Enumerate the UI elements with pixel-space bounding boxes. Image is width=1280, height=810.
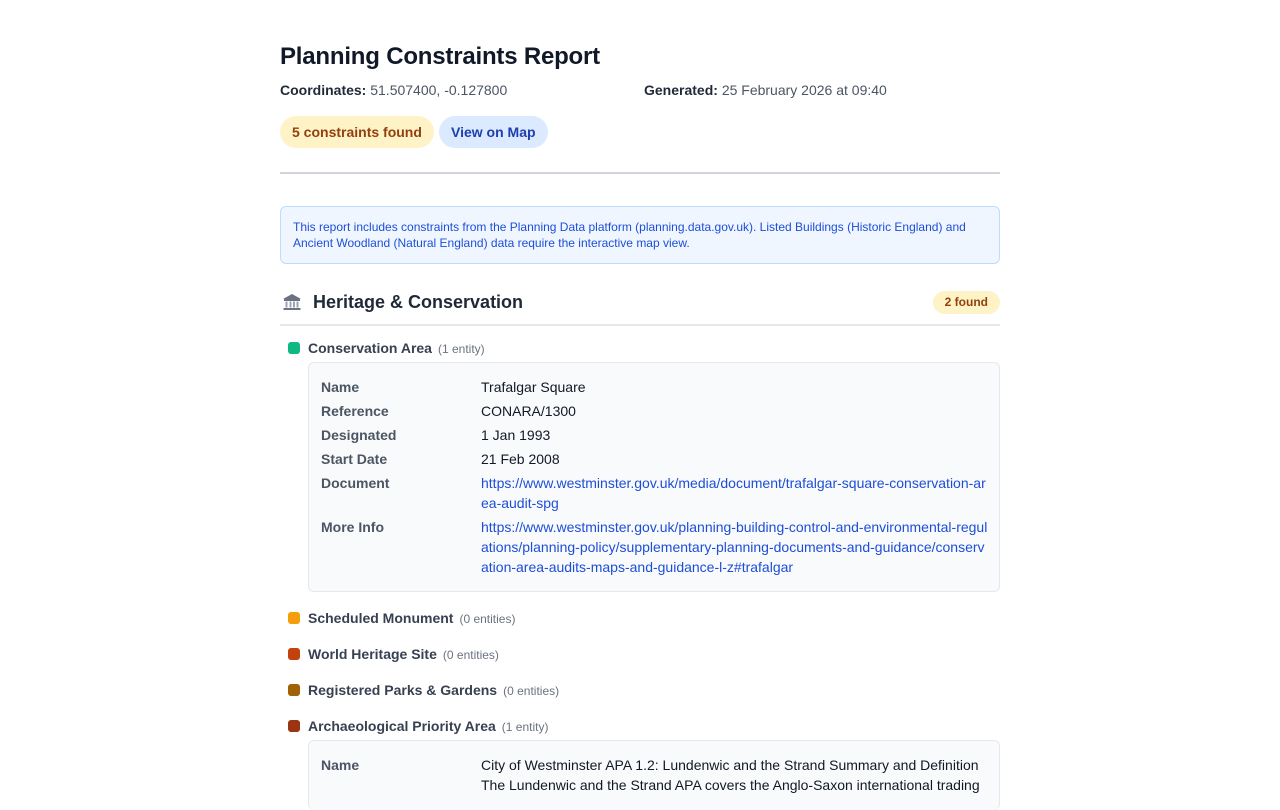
generated-value: 25 February 2026 at 09:40 (721, 82, 887, 98)
view-on-map-button[interactable]: View on Map (439, 116, 548, 148)
layer-scheduled-monument[interactable] (288, 608, 1000, 628)
layer-name: Scheduled Monument (308, 610, 454, 626)
layer-color-dot (288, 720, 300, 732)
section-title: Heritage & Conservation (313, 292, 524, 312)
layer-color-dot (288, 612, 300, 624)
layer-name: World Heritage Site (308, 646, 437, 662)
layer-color-dot (288, 342, 300, 354)
field-value: 1 Jan 1993 (481, 427, 551, 443)
layer-registered-parks-gardens[interactable] (288, 680, 1000, 700)
layer-name: Registered Parks & Gardens (308, 682, 498, 698)
coordinates-value: 51.507400, -0.127800 (370, 82, 508, 98)
section-found-badge: 2 found (933, 291, 1000, 314)
layer-archaeological-priority-area[interactable] (288, 716, 1000, 736)
layer-count: (1 entity) (437, 342, 485, 356)
layer-count: (0 entities) (459, 612, 516, 626)
document-link[interactable]: https://www.westminster.gov.uk/media/document/trafalgar-square-conservation-area-audit-spg (481, 475, 986, 511)
coordinates-label: Coordinates: (280, 82, 367, 98)
info-notice: This report includes constraints from the Planning Data platform (planning.data.gov.uk). Listed Buildings (Historic England) and Ancient Woodland (Natural England) data require the interactive map view. (280, 206, 1000, 264)
classical-building-icon (282, 292, 302, 312)
entity-card-conservation-area: Name Trafalgar Square Reference CONARA/1300 Designated 1 Jan 1993 Start Date 21 Feb 2008 Document https://www.westminster.gov.uk/media/document/trafalgar-square-conservation-area-audit-spg More Info https://www.westminster.gov.uk/planning-building-control-and-environmental-regulations/planning-policy/supplementary-planning-documents-and-guidance/conservation-area-audits-maps-and-guidance-l-z#trafalgar (308, 362, 1000, 592)
layer-color-dot (288, 684, 300, 696)
coordinates (280, 82, 507, 98)
layer-conservation-area[interactable] (288, 338, 1000, 358)
layer-color-dot (288, 648, 300, 660)
header-divider (280, 172, 1000, 174)
page-title: Planning Constraints Report (280, 43, 600, 70)
field-value: 21 Feb 2008 (481, 451, 560, 467)
generated (644, 82, 887, 98)
layer-count: (0 entities) (503, 684, 560, 698)
field-value: Trafalgar Square (481, 379, 586, 395)
section-header-heritage[interactable] (280, 288, 1000, 326)
layer-count: (0 entities) (442, 648, 499, 662)
more-info-link[interactable]: https://www.westminster.gov.uk/planning-building-control-and-environmental-regulations/planning-policy/supplementary-planning-documents-and-guidance/conservation-area-audits-maps-and-guidance-l-z#trafalgar (481, 519, 988, 575)
field-value: CONARA/1300 (481, 403, 576, 419)
layer-world-heritage-site[interactable] (288, 644, 1000, 664)
generated-label: Generated: (644, 82, 718, 98)
constraints-count-badge: 5 constraints found (280, 116, 434, 148)
layer-count: (1 entity) (501, 720, 549, 734)
field-value: City of Westminster APA 1.2: Lundenwic and the Strand Summary and Definition The Lundenwic and the Strand APA covers the Anglo-Saxon international trading (481, 757, 980, 793)
entity-card-archaeological-area: Name City of Westminster APA 1.2: Lundenwic and the Strand Summary and Definition The Lundenwic and the Strand APA covers the Anglo-Saxon international trading (308, 740, 1000, 810)
layer-name: Archaeological Priority Area (308, 718, 496, 734)
layer-name: Conservation Area (308, 340, 432, 356)
